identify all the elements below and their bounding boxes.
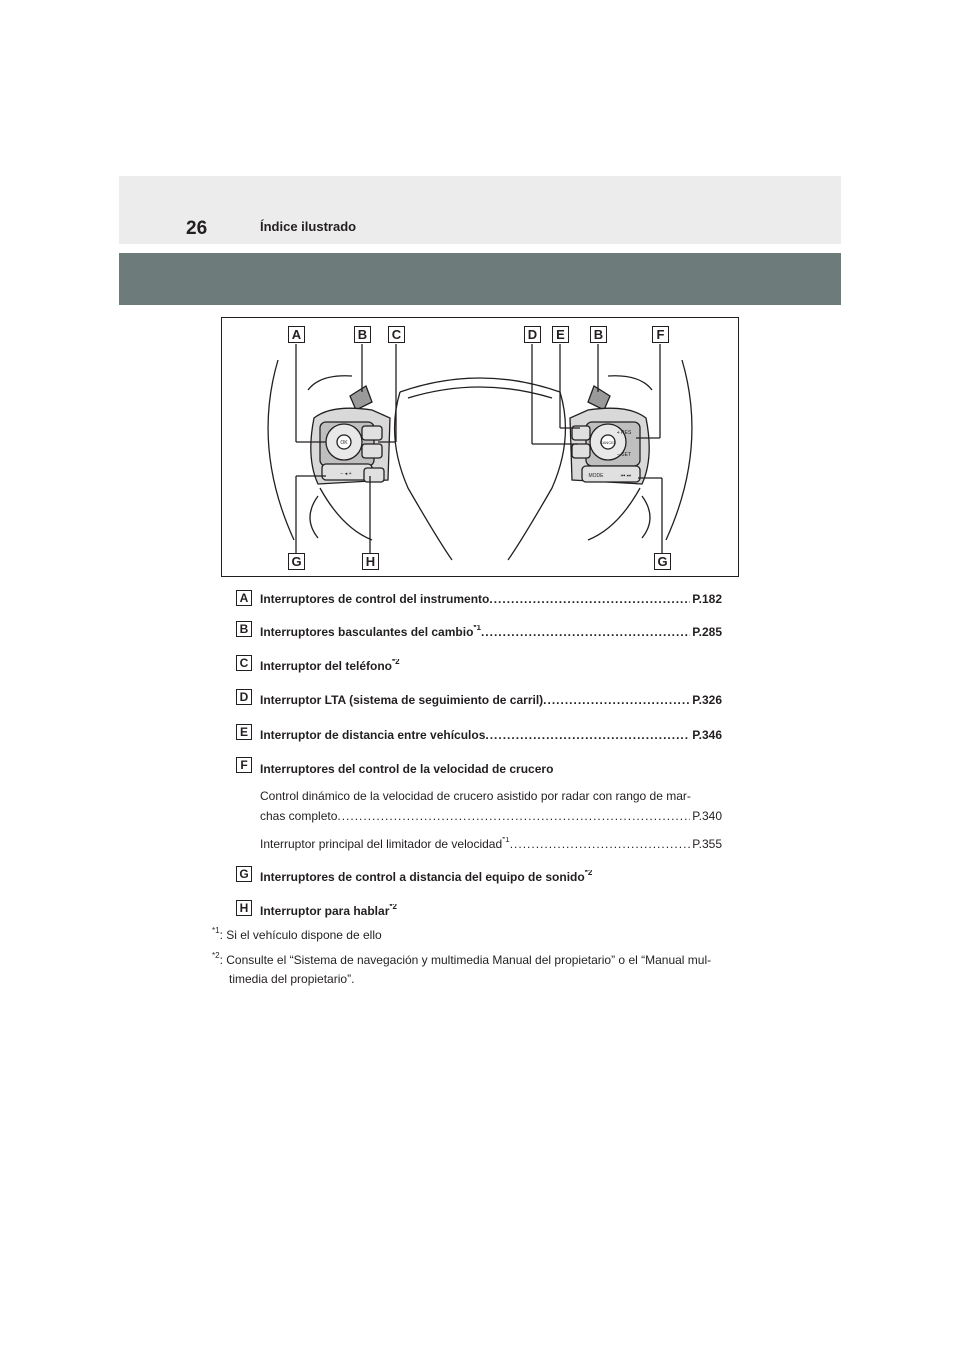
- footnote-2-mark: *2: [212, 951, 220, 960]
- title-band: [119, 253, 841, 305]
- item-h-sup: *2: [389, 904, 397, 911]
- limiter-row: [260, 837, 722, 851]
- item-a-ref[interactable]: P.182: [692, 592, 722, 606]
- item-c-text: Interruptor del teléfono: [260, 659, 392, 673]
- skip-switch-label: ⏮ ⏭: [620, 473, 632, 479]
- limiter-ref[interactable]: P.355: [692, 837, 722, 851]
- volume-switch-label: − ◂ +: [340, 471, 352, 477]
- item-marker-e: E: [236, 724, 252, 740]
- item-marker-a: A: [236, 590, 252, 606]
- item-h-text: Interruptor para hablar: [260, 904, 390, 918]
- footnote-2-continued: timedia del propietario”.: [229, 972, 355, 986]
- item-b-text: Interruptores basculantes del cambio: [260, 625, 474, 639]
- callout-e: E: [552, 326, 569, 343]
- footnote-1: [212, 928, 382, 942]
- item-c-sup: *2: [392, 659, 400, 666]
- acc-ref[interactable]: P.340: [692, 809, 722, 823]
- item-d: [260, 693, 722, 707]
- callout-g: G: [288, 553, 305, 570]
- page-number: 26: [186, 218, 208, 239]
- steering-wheel-illustration: [222, 318, 738, 576]
- item-marker-d: D: [236, 689, 252, 705]
- callout-h: H: [362, 553, 379, 570]
- steering-wheel-figure: [221, 317, 739, 577]
- res-button-label: + RES: [616, 430, 632, 436]
- item-marker-f: F: [236, 757, 252, 773]
- callout-c: C: [388, 326, 405, 343]
- acc-row: [260, 809, 722, 823]
- section-title: Índice ilustrado: [260, 219, 357, 234]
- item-e: [260, 728, 722, 742]
- footnote-1-mark: *1: [212, 926, 220, 935]
- item-g-sup: *2: [584, 870, 593, 877]
- item-d-ref[interactable]: P.326: [692, 693, 722, 707]
- item-e-ref[interactable]: P.346: [692, 728, 722, 742]
- item-marker-b: B: [236, 621, 252, 637]
- mode-button-label: MODE: [588, 473, 604, 479]
- acc-description-line1: Control dinámico de la velocidad de crucero asistido por radar con rango de mar-: [260, 789, 691, 803]
- footnote-1-text: : Si el vehículo dispone de ello: [219, 928, 382, 942]
- callout-b: B: [354, 326, 371, 343]
- callout-b-right: B: [590, 326, 607, 343]
- callout-a: A: [288, 326, 305, 343]
- item-e-text: Interruptor de distancia entre vehículos: [260, 728, 486, 742]
- callout-g-right: G: [654, 553, 671, 570]
- item-marker-h: H: [236, 900, 252, 916]
- item-g: [260, 870, 722, 884]
- set-button-label: − SET: [616, 452, 632, 458]
- limiter-sup: *1: [502, 837, 510, 844]
- footnote-2-text: : Consulte el “Sistema de navegación y multimedia Manual del propietario” o el “Manual mul-: [219, 953, 712, 967]
- item-marker-g: G: [236, 866, 252, 882]
- footnote-2: [212, 953, 711, 967]
- item-g-text: Interruptores de control a distancia del equipo de sonido: [260, 870, 585, 884]
- item-marker-c: C: [236, 655, 252, 671]
- item-h: [260, 904, 722, 918]
- item-c: [260, 659, 722, 673]
- callout-f: F: [652, 326, 669, 343]
- ok-button-label: OK: [340, 440, 348, 446]
- item-f-text: Interruptores del control de la velocidad de crucero: [260, 762, 554, 776]
- item-b-ref[interactable]: P.285: [692, 625, 722, 639]
- item-a: [260, 592, 722, 606]
- header-band: [119, 176, 841, 244]
- item-b: [260, 625, 722, 639]
- item-a-text: Interruptores de control del instrumento: [260, 592, 490, 606]
- callout-d: D: [524, 326, 541, 343]
- item-f: [260, 762, 722, 776]
- acc-description-line2: chas completo: [260, 809, 338, 823]
- limiter-text: Interruptor principal del limitador de velocidad: [260, 837, 503, 851]
- cancel-button-label: CANCEL: [599, 440, 617, 445]
- item-b-sup: *1: [473, 625, 481, 632]
- item-d-text: Interruptor LTA (sistema de seguimiento de carril): [260, 693, 544, 707]
